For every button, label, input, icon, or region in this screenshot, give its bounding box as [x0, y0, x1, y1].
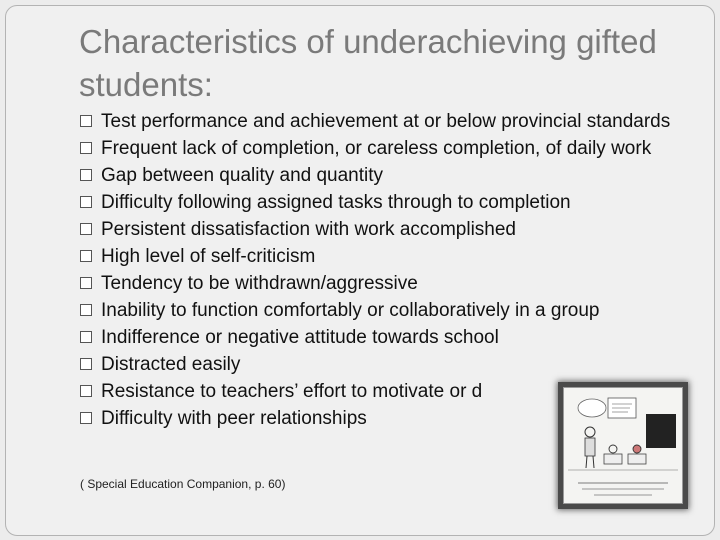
bullet-text: Difficulty with peer relationships: [101, 408, 367, 429]
bullet-text: Distracted easily: [101, 354, 241, 375]
cartoon-drawing: [564, 388, 682, 503]
list-item: [79, 246, 689, 267]
checkbox-bullet-icon: [80, 331, 92, 343]
checkbox-bullet-icon: [80, 223, 92, 235]
checkbox-bullet-icon: [80, 115, 92, 127]
bullet-text: Tendency to be withdrawn/aggressive: [101, 273, 418, 294]
list-item: [79, 273, 689, 294]
checkbox-bullet-icon: [80, 250, 92, 262]
bullet-text: Frequent lack of completion, or careless completion, of daily work: [101, 138, 652, 159]
list-item: [79, 192, 689, 213]
list-item: [79, 219, 689, 240]
checkbox-bullet-icon: [80, 277, 92, 289]
checkbox-bullet-icon: [80, 169, 92, 181]
classroom-cartoon-image: [563, 387, 683, 504]
bullet-text: Inability to function comfortably or collaboratively in a group: [101, 300, 600, 321]
list-item: [79, 327, 689, 348]
checkbox-bullet-icon: [80, 142, 92, 154]
bullet-text: Resistance to teachers’ effort to motivate or d: [101, 381, 483, 402]
list-item: [79, 111, 689, 132]
bullet-text: High level of self-criticism: [101, 246, 316, 267]
bullet-text: Difficulty following assigned tasks through to completion: [101, 192, 571, 213]
checkbox-bullet-icon: [80, 196, 92, 208]
slide-title: Characteristics of underachieving gifted students:: [79, 23, 657, 103]
bullet-text: Indifference or negative attitude towards school: [101, 327, 499, 348]
list-item: [79, 138, 689, 159]
bullet-text: Test performance and achievement at or below provincial standards: [101, 111, 671, 132]
list-item: [79, 165, 689, 186]
bullet-text: Gap between quality and quantity: [101, 165, 384, 186]
bullet-text: Persistent dissatisfaction with work accomplished: [101, 219, 517, 240]
checkbox-bullet-icon: [80, 412, 92, 424]
citation: ( Special Education Companion, p. 60): [80, 477, 286, 491]
list-item: [79, 354, 689, 375]
checkbox-bullet-icon: [80, 385, 92, 397]
checkbox-bullet-icon: [80, 358, 92, 370]
checkbox-bullet-icon: [80, 304, 92, 316]
list-item: [79, 300, 689, 321]
